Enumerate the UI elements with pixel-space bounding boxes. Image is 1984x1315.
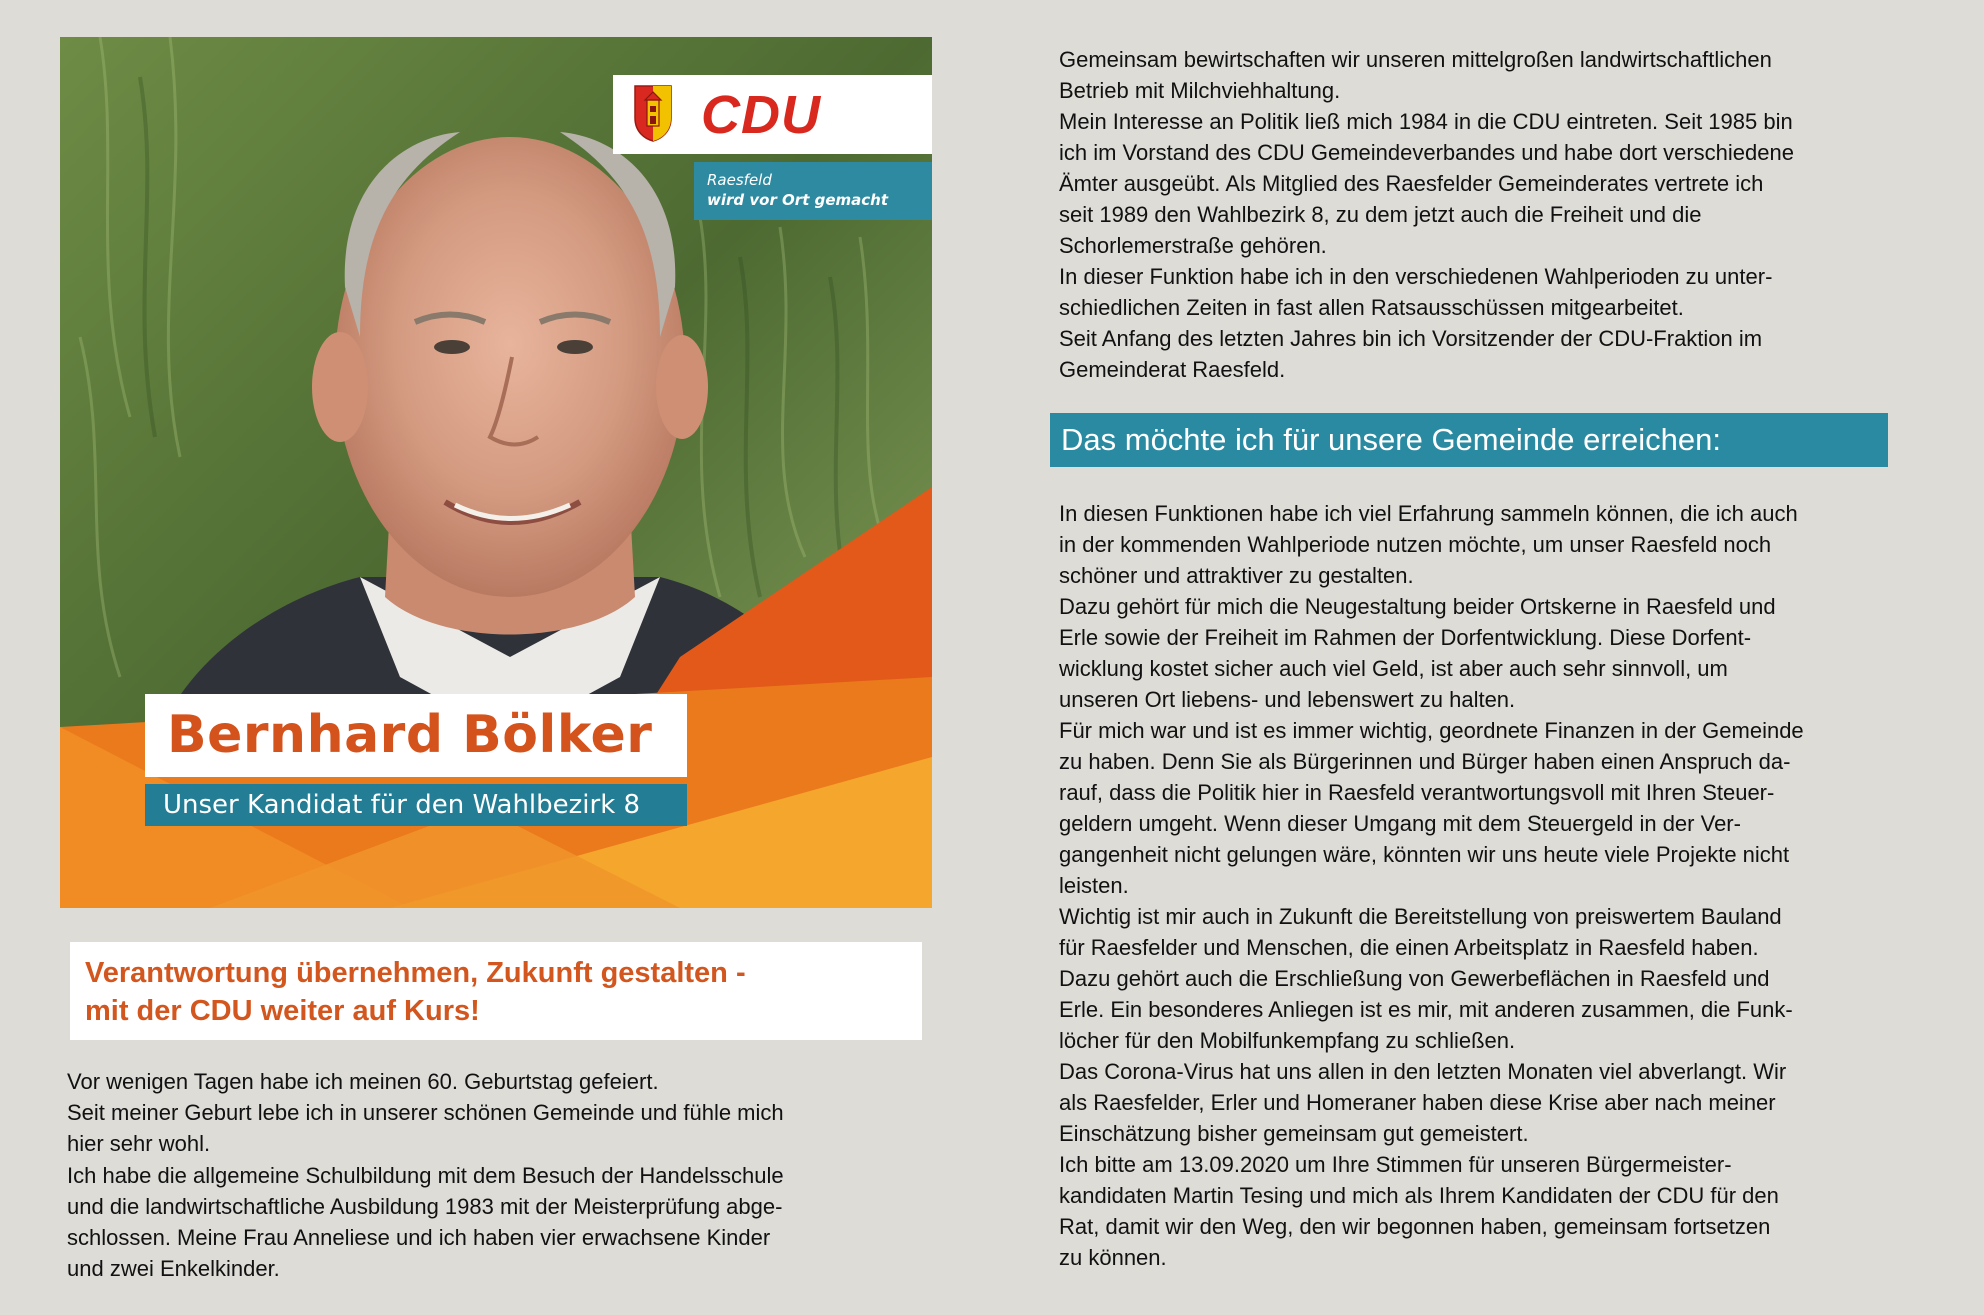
headline-box — [70, 942, 922, 1040]
candidate-subtitle: Unser Kandidat für den Wahlbezirk 8 — [145, 784, 687, 826]
text-line: Vor wenigen Tagen habe ich meinen 60. Geburtstag gefeiert. — [67, 1069, 659, 1094]
text-line: in der kommenden Wahlperiode nutzen möchte, um unser Raesfeld noch — [1059, 532, 1772, 557]
text-line: rauf, dass die Politik hier in Raesfeld verantwortungsvoll mit Ihren Steuer- — [1059, 780, 1775, 805]
text-line: geldern umgeht. Wenn dieser Umgang mit dem Steuergeld in der Ver- — [1059, 811, 1741, 836]
text-line: Ämter ausgeübt. Als Mitglied des Raesfelder Gemeinderates vertrete ich — [1059, 171, 1764, 196]
candidate-poster — [60, 37, 932, 908]
text-line: ich im Vorstand des CDU Gemeindeverbandes und habe dort verschiedene — [1059, 140, 1794, 165]
text-line: Für mich war und ist es immer wichtig, geordnete Finanzen in der Gemeinde — [1059, 718, 1804, 743]
text-line: Schorlemerstraße gehören. — [1059, 233, 1327, 258]
text-line: schlossen. Meine Frau Anneliese und ich haben vier erwachsene Kinder — [67, 1225, 771, 1251]
text-line: In diesen Funktionen habe ich viel Erfahrung sammeln können, die ich auch — [1059, 501, 1798, 526]
text-line: Dazu gehört für mich die Neugestaltung beider Ortskerne in Raesfeld und — [1059, 594, 1776, 619]
text-line: gangenheit nicht gelungen wäre, könnten wir uns heute viele Projekte nicht — [1059, 842, 1790, 867]
slogan-box — [694, 162, 932, 220]
text-line: schöner und attraktiver zu gestalten. — [1059, 563, 1414, 588]
text-line: schiedlichen Zeiten in fast allen Ratsausschüssen mitgearbeitet. — [1059, 295, 1684, 320]
slogan-line-2: wird vor Ort gemacht — [707, 191, 889, 209]
text-line: kandidaten Martin Tesing und mich als Ihrem Kandidaten der CDU für den — [1059, 1183, 1779, 1208]
text-line: Dazu gehört auch die Erschließung von Gewerbeflächen in Raesfeld und — [1059, 966, 1770, 991]
cdu-wordmark: CDU — [701, 85, 821, 145]
text-line: zu können. — [1059, 1245, 1167, 1270]
text-line: als Raesfelder, Erler und Homeraner haben diese Krise aber nach meiner — [1059, 1090, 1776, 1115]
text-line: seit 1989 den Wahlbezirk 8, zu dem jetzt auch die Freiheit und die — [1059, 202, 1702, 227]
text-line: leisten. — [1059, 873, 1129, 898]
text-line: Seit meiner Geburt lebe ich in unserer schönen Gemeinde und fühle mich — [67, 1100, 784, 1126]
text-line: Erle. Ein besonderes Anliegen ist es mir, mit anderen zusammen, die Funk- — [1059, 997, 1793, 1022]
text-line: und die landwirtschaftliche Ausbildung 1983 mit der Meisterprüfung abge- — [67, 1193, 783, 1219]
coat-of-arms-icon — [633, 84, 673, 142]
candidate-name: Bernhard Bölker — [145, 694, 687, 777]
text-line: Wichtig ist mir auch in Zukunft die Bereitstellung von preiswertem Bauland — [1059, 904, 1782, 929]
text-line: und zwei Enkelkinder. — [67, 1256, 280, 1282]
headline-line: Verantwortung übernehmen, Zukunft gestalten - — [85, 957, 746, 989]
text-line: Rat, damit wir den Weg, den wir begonnen haben, gemeinsam fortsetzen — [1059, 1214, 1771, 1239]
text-line: wicklung kostet sicher auch viel Geld, ist aber auch sehr sinnvoll, um — [1059, 656, 1728, 681]
text-line: Gemeinsam bewirtschaften wir unseren mittelgroßen landwirtschaftlichen — [1059, 47, 1772, 72]
text-line: Seit Anfang des letzten Jahres bin ich Vorsitzender der CDU-Fraktion im — [1059, 326, 1763, 351]
text-line: Betrieb mit Milchviehhaltung. — [1059, 78, 1341, 103]
text-line: Ich bitte am 13.09.2020 um Ihre Stimmen für unseren Bürgermeister- — [1059, 1152, 1732, 1177]
text-line: Mein Interesse an Politik ließ mich 1984 in die CDU eintreten. Seit 1985 bin — [1059, 109, 1793, 134]
bio-paragraph — [1059, 44, 1959, 385]
goals-paragraph — [1059, 498, 1959, 1273]
text-line: hier sehr wohl. — [67, 1131, 211, 1157]
text-line: zu haben. Denn Sie als Bürgerinnen und Bürger haben einen Anspruch da- — [1059, 749, 1791, 774]
text-line: unseren Ort liebens- und lebenswert zu halten. — [1059, 687, 1516, 712]
cdu-logo — [613, 75, 932, 154]
text-line: für Raesfelder und Menschen, die einen Arbeitsplatz in Raesfeld haben. — [1059, 935, 1759, 960]
text-line: Erle sowie der Freiheit im Rahmen der Dorfentwicklung. Diese Dorfent- — [1059, 625, 1752, 650]
text-line: In dieser Funktion habe ich in den verschiedenen Wahlperioden zu unter- — [1059, 264, 1773, 289]
text-line: löcher für den Mobilfunkempfang zu schließen. — [1059, 1028, 1516, 1053]
text-line: Einschätzung bisher gemeinsam gut gemeistert. — [1059, 1121, 1529, 1146]
headline-line: mit der CDU weiter auf Kurs! — [85, 995, 480, 1027]
slogan-line-1: Raesfeld — [707, 171, 772, 189]
intro-paragraph — [67, 1066, 927, 1284]
goals-heading: Das möchte ich für unsere Gemeinde erreichen: — [1050, 413, 1888, 467]
text-line: Ich habe die allgemeine Schulbildung mit dem Besuch der Handelsschule — [67, 1162, 784, 1188]
text-line: Gemeinderat Raesfeld. — [1059, 357, 1286, 382]
text-line: Das Corona-Virus hat uns allen in den letzten Monaten viel abverlangt. Wir — [1059, 1059, 1787, 1084]
